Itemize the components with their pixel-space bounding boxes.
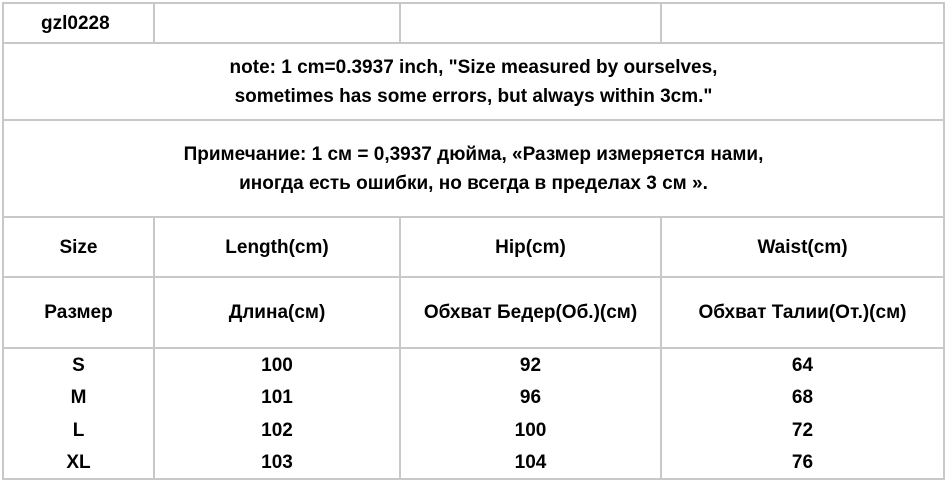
length-cell: 102 xyxy=(154,414,400,447)
header-code-row xyxy=(3,3,944,43)
note-ru-line-2: иногда есть ошибки, но всегда в пределах 3 см ». xyxy=(239,172,708,194)
header-hip-ru: Обхват Бедер(Об.)(см) xyxy=(400,277,661,348)
hip-cell: 92 xyxy=(400,348,661,381)
waist-cell: 68 xyxy=(661,381,944,414)
size-cell: L xyxy=(3,414,154,447)
length-cell: 100 xyxy=(154,348,400,381)
product-code: gzl0228 xyxy=(3,3,154,43)
length-cell: 101 xyxy=(154,381,400,414)
header-ru-row xyxy=(3,277,944,348)
note-ru-row xyxy=(3,120,944,217)
empty-cell xyxy=(154,3,400,43)
header-size: Size xyxy=(3,217,154,277)
note-en-line-1: note: 1 cm=0.3937 inch, "Size measured by ourselves, xyxy=(229,56,718,78)
header-hip: Hip(cm) xyxy=(400,217,661,277)
table-row xyxy=(3,348,944,381)
note-ru-line-1: Примечание: 1 см = 0,3937 дюйма, «Размер измеряется нами, xyxy=(183,143,764,165)
length-cell: 103 xyxy=(154,447,400,479)
size-cell: XL xyxy=(3,447,154,479)
header-waist-ru: Обхват Талии(От.)(см) xyxy=(661,277,944,348)
hip-cell: 100 xyxy=(400,414,661,447)
size-table xyxy=(2,2,945,480)
waist-cell: 72 xyxy=(661,414,944,447)
note-en-row xyxy=(3,43,944,120)
empty-cell xyxy=(400,3,661,43)
size-cell: M xyxy=(3,381,154,414)
header-waist: Waist(cm) xyxy=(661,217,944,277)
table-row xyxy=(3,447,944,479)
waist-cell: 76 xyxy=(661,447,944,479)
header-length-ru: Длина(см) xyxy=(154,277,400,348)
hip-cell: 104 xyxy=(400,447,661,479)
waist-cell: 64 xyxy=(661,348,944,381)
size-cell: S xyxy=(3,348,154,381)
note-en xyxy=(3,43,944,120)
table-row xyxy=(3,381,944,414)
note-ru xyxy=(3,120,944,217)
note-en-line-2: sometimes has some errors, but always within 3cm." xyxy=(234,85,713,107)
hip-cell: 96 xyxy=(400,381,661,414)
header-length: Length(cm) xyxy=(154,217,400,277)
header-size-ru: Размер xyxy=(3,277,154,348)
table-row xyxy=(3,414,944,447)
header-en-row xyxy=(3,217,944,277)
empty-cell xyxy=(661,3,944,43)
